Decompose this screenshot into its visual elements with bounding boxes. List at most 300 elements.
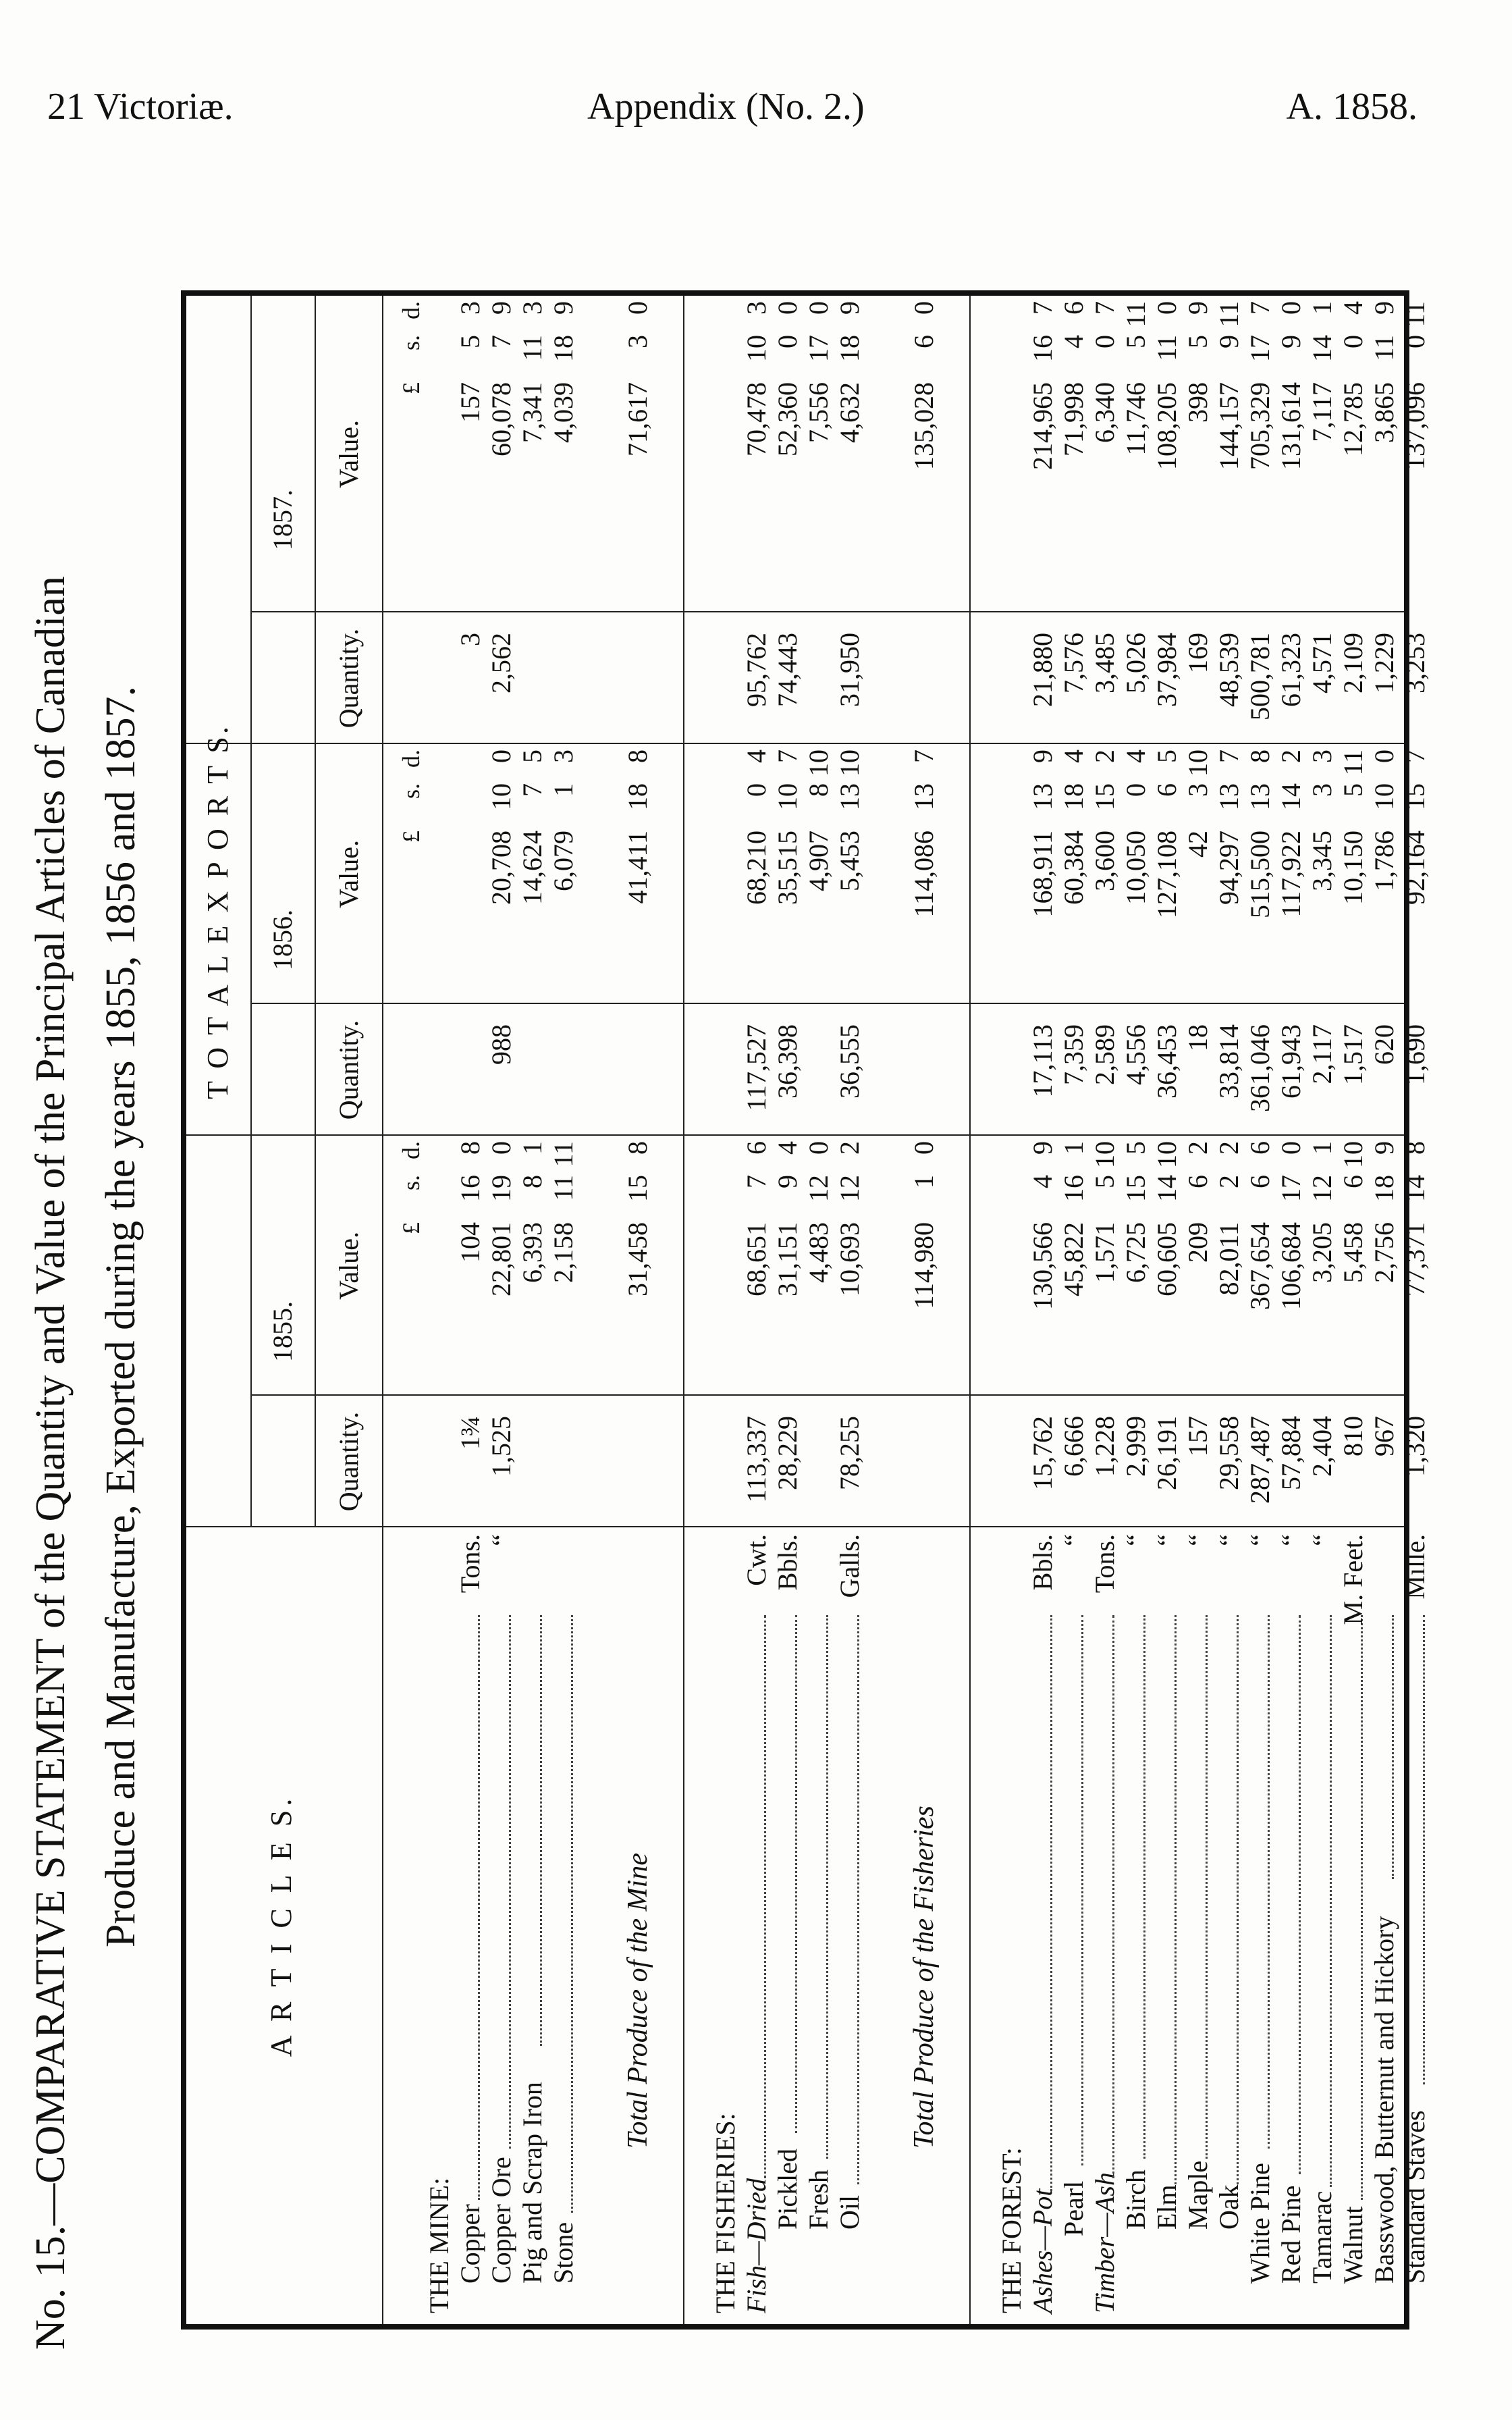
fisheries-value-pounds-1856: 4,907 bbox=[803, 831, 834, 891]
forest-quantity-1855: 57,884 bbox=[1276, 1416, 1306, 1490]
mine-value-pence-1857: 3 bbox=[455, 301, 485, 315]
mine-value-pounds-1857: 157 bbox=[455, 382, 485, 423]
forest-quantity-1855: 2,999 bbox=[1120, 1416, 1151, 1477]
fisheries-value-pence-1855: 6 bbox=[741, 1141, 772, 1155]
forest-row-label: Elm bbox=[1152, 2184, 1182, 2230]
fisheries-value-shillings-1856: 13 bbox=[834, 783, 865, 810]
fisheries-section-rule bbox=[969, 296, 971, 2324]
mine-total-pence-1857: 0 bbox=[622, 301, 653, 315]
forest-quantity-1855: 810 bbox=[1338, 1416, 1368, 1456]
forest-value-pounds-1857: 131,614 bbox=[1276, 382, 1306, 470]
fisheries-row-unit: Bbls. bbox=[772, 1534, 803, 1591]
mine-value-pounds-1857: 4,039 bbox=[548, 382, 578, 443]
forest-quantity-1856: 361,046 bbox=[1245, 1024, 1275, 1112]
fisheries-value-shillings-1857: 17 bbox=[803, 335, 834, 362]
mine-row-leader bbox=[571, 1615, 573, 2213]
fisheries-value-pounds-1857: 52,360 bbox=[772, 382, 803, 456]
forest-value-shillings-1857: 17 bbox=[1245, 335, 1275, 362]
mine-total-pounds-1856: 41,411 bbox=[622, 831, 653, 904]
lsd-shillings-1857: s. bbox=[398, 335, 425, 351]
forest-value-pence-1856: 2 bbox=[1276, 749, 1306, 763]
quantity-heading-1857: Quantity. bbox=[333, 628, 364, 729]
forest-row-unit: Tons. bbox=[1089, 1534, 1120, 1594]
fisheries-quantity-1857: 31,950 bbox=[834, 633, 865, 707]
mine-value-shillings-1856: 1 bbox=[548, 783, 578, 797]
fisheries-quantity-1856: 117,527 bbox=[741, 1024, 772, 1111]
fisheries-value-pounds-1857: 70,478 bbox=[741, 382, 772, 456]
forest-row-leader bbox=[1392, 1615, 1394, 1879]
forest-value-shillings-1857: 11 bbox=[1152, 335, 1182, 361]
forest-value-shillings-1857: 5 bbox=[1120, 335, 1151, 348]
fisheries-value-pence-1857: 9 bbox=[834, 301, 865, 315]
forest-row-label: Basswood, Butternut and Hickory bbox=[1369, 1916, 1399, 2284]
fisheries-total-pounds-1857: 135,028 bbox=[909, 382, 939, 470]
forest-value-shillings-1855: 14 bbox=[1152, 1175, 1182, 1202]
fisheries-value-pence-1855: 2 bbox=[834, 1141, 865, 1155]
mine-value-pounds-1855: 22,801 bbox=[486, 1222, 516, 1296]
mine-total-shillings-1855: 15 bbox=[622, 1175, 653, 1202]
forest-value-shillings-1857: 0 bbox=[1338, 335, 1368, 348]
value-heading-1855: Value. bbox=[333, 1231, 364, 1300]
mine-value-shillings-1857: 7 bbox=[486, 335, 516, 348]
total-exports-rule bbox=[250, 296, 252, 1527]
forest-value-pounds-1857: 108,205 bbox=[1152, 382, 1182, 470]
forest-value-shillings-1856: 14 bbox=[1276, 783, 1306, 810]
forest-quantity-1857: 61,323 bbox=[1276, 633, 1306, 707]
forest-value-pounds-1856: 10,150 bbox=[1338, 831, 1368, 905]
forest-quantity-1856: 4,556 bbox=[1120, 1024, 1151, 1085]
fisheries-quantity-1857: 95,762 bbox=[741, 633, 772, 707]
fisheries-quantity-1855: 28,229 bbox=[772, 1416, 803, 1490]
forest-value-pounds-1855: 106,684 bbox=[1276, 1222, 1306, 1310]
forest-quantity-1855: 287,487 bbox=[1245, 1416, 1275, 1504]
fisheries-value-pounds-1856: 5,453 bbox=[834, 831, 865, 891]
statement-title-line-1: No. 15.—COMPARATIVE STATEMENT of the Quantity and Value of the Principal Articles of Canadian bbox=[28, 576, 74, 2350]
forest-value-shillings-1857: 9 bbox=[1214, 335, 1244, 348]
forest-value-shillings-1857: 14 bbox=[1307, 335, 1337, 362]
mine-total-pounds-1857: 71,617 bbox=[622, 382, 653, 456]
forest-value-shillings-1855: 2 bbox=[1214, 1175, 1244, 1188]
mine-value-shillings-1857: 18 bbox=[548, 335, 578, 362]
fisheries-quantity-1856: 36,555 bbox=[834, 1024, 865, 1099]
forest-value-pounds-1856: 3,600 bbox=[1089, 831, 1120, 891]
forest-value-pounds-1857: 11,746 bbox=[1120, 382, 1151, 456]
forest-value-pounds-1856: 3,345 bbox=[1307, 831, 1337, 891]
year-heading-1857: 1857. bbox=[267, 490, 298, 550]
forest-row-unit: “ bbox=[1152, 1534, 1182, 1546]
fisheries-value-shillings-1855: 7 bbox=[741, 1175, 772, 1188]
forest-value-pence-1855: 1 bbox=[1058, 1141, 1089, 1155]
forest-value-pounds-1855: 6,725 bbox=[1120, 1222, 1151, 1283]
forest-value-pounds-1856: 1,786 bbox=[1369, 831, 1399, 891]
forest-value-pounds-1856: 127,108 bbox=[1152, 831, 1182, 918]
fisheries-total-pounds-1855: 114,980 bbox=[909, 1222, 939, 1309]
forest-value-pounds-1855: 3,205 bbox=[1307, 1222, 1337, 1283]
articles-heading: A R T I C L E S. bbox=[265, 1794, 298, 2057]
forest-value-pence-1856: 10 bbox=[1183, 749, 1213, 777]
mine-section-rule bbox=[683, 296, 684, 2324]
forest-value-pounds-1855: 1,571 bbox=[1089, 1222, 1120, 1283]
fisheries-value-shillings-1855: 9 bbox=[772, 1175, 803, 1188]
mine-value-pence-1856: 5 bbox=[517, 749, 547, 763]
forest-value-pence-1856: 7 bbox=[1400, 749, 1430, 763]
year-heading-1856: 1856. bbox=[267, 910, 298, 970]
forest-row-unit: “ bbox=[1120, 1534, 1151, 1546]
forest-row-label: Oak bbox=[1214, 2184, 1244, 2230]
forest-row-unit: “ bbox=[1183, 1534, 1213, 1546]
mine-value-pence-1856: 0 bbox=[486, 749, 516, 763]
forest-value-shillings-1855: 6 bbox=[1183, 1175, 1213, 1188]
fisheries-row-label: Fish—Dried bbox=[741, 2178, 772, 2313]
fisheries-value-shillings-1856: 8 bbox=[803, 783, 834, 797]
mine-value-pence-1856: 3 bbox=[548, 749, 578, 763]
forest-value-pounds-1855: 45,822 bbox=[1058, 1222, 1089, 1296]
mine-value-shillings-1856: 10 bbox=[486, 783, 516, 810]
fisheries-value-shillings-1856: 0 bbox=[741, 783, 772, 797]
fisheries-total-shillings-1857: 6 bbox=[909, 335, 939, 348]
fisheries-value-shillings-1856: 10 bbox=[772, 783, 803, 810]
forest-value-pence-1855: 1 bbox=[1307, 1141, 1337, 1155]
column-heading-rule bbox=[382, 296, 383, 2324]
running-header-right: A. 1858. bbox=[1286, 86, 1418, 128]
forest-value-pence-1856: 0 bbox=[1369, 749, 1399, 763]
forest-value-pounds-1855: 130,566 bbox=[1027, 1222, 1058, 1310]
forest-quantity-1856: 36,453 bbox=[1152, 1024, 1182, 1099]
forest-value-pounds-1856: 168,911 bbox=[1027, 831, 1058, 918]
forest-row-label: Maple bbox=[1183, 2160, 1213, 2230]
forest-value-pounds-1855: 367,654 bbox=[1245, 1222, 1275, 1310]
forest-value-shillings-1856: 5 bbox=[1338, 783, 1368, 797]
forest-value-pounds-1855: 209 bbox=[1183, 1222, 1213, 1263]
forest-value-pence-1856: 2 bbox=[1089, 749, 1120, 763]
forest-row-label: Ashes—Pot bbox=[1027, 2188, 1058, 2313]
forest-section-heading: THE FOREST: bbox=[996, 2147, 1027, 2313]
fisheries-total-pounds-1856: 114,086 bbox=[909, 831, 939, 918]
fisheries-value-pence-1857: 3 bbox=[741, 301, 772, 315]
forest-value-pence-1855: 9 bbox=[1027, 1141, 1058, 1155]
forest-row-unit: “ bbox=[1276, 1534, 1306, 1546]
forest-value-shillings-1856: 15 bbox=[1089, 783, 1120, 810]
fisheries-quantity-1855: 113,337 bbox=[741, 1416, 772, 1503]
forest-value-pounds-1857: 3,865 bbox=[1369, 382, 1399, 443]
forest-value-pounds-1857: 214,965 bbox=[1027, 382, 1058, 470]
fisheries-value-shillings-1857: 18 bbox=[834, 335, 865, 362]
forest-value-shillings-1857: 5 bbox=[1183, 335, 1213, 348]
mine-total-pounds-1855: 31,458 bbox=[622, 1222, 653, 1296]
forest-value-shillings-1857: 0 bbox=[1400, 335, 1430, 348]
forest-value-shillings-1855: 4 bbox=[1027, 1175, 1058, 1188]
lsd-pounds-1857: £ bbox=[398, 382, 425, 394]
forest-quantity-1857: 7,576 bbox=[1058, 633, 1089, 693]
quantity-heading-1856: Quantity. bbox=[333, 1020, 364, 1120]
forest-value-shillings-1857: 4 bbox=[1058, 335, 1089, 348]
forest-quantity-1856: 2,589 bbox=[1089, 1024, 1120, 1085]
forest-quantity-1855: 2,404 bbox=[1307, 1416, 1337, 1477]
mine-row-label: Stone bbox=[548, 2221, 578, 2284]
forest-value-pounds-1856: 117,922 bbox=[1276, 831, 1306, 918]
mine-value-pence-1855: 8 bbox=[455, 1141, 485, 1155]
forest-quantity-1857: 169 bbox=[1183, 633, 1213, 673]
forest-row-unit: Bbls. bbox=[1027, 1534, 1058, 1591]
forest-value-shillings-1856: 10 bbox=[1369, 783, 1399, 810]
forest-value-pounds-1857: 705,329 bbox=[1245, 382, 1275, 470]
forest-quantity-1856: 33,814 bbox=[1214, 1024, 1244, 1099]
mine-value-pounds-1856: 14,624 bbox=[517, 831, 547, 905]
forest-value-shillings-1857: 0 bbox=[1089, 335, 1120, 348]
year-heading-rule bbox=[315, 296, 316, 1527]
forest-quantity-1856: 620 bbox=[1369, 1024, 1399, 1065]
forest-quantity-1856: 17,113 bbox=[1027, 1024, 1058, 1098]
lsd-shillings-1856: s. bbox=[398, 783, 425, 799]
lsd-pounds-1856: £ bbox=[398, 831, 425, 843]
forest-value-pence-1855: 2 bbox=[1183, 1141, 1213, 1155]
forest-row-unit: “ bbox=[1245, 1534, 1275, 1546]
forest-value-pence-1856: 7 bbox=[1214, 749, 1244, 763]
mine-total-shillings-1857: 3 bbox=[622, 335, 653, 348]
forest-quantity-1857: 500,781 bbox=[1245, 633, 1275, 720]
forest-value-shillings-1855: 17 bbox=[1276, 1175, 1306, 1202]
fisheries-value-pounds-1856: 35,515 bbox=[772, 831, 803, 905]
fisheries-row-unit: Galls. bbox=[834, 1534, 865, 1598]
forest-quantity-1857: 3,485 bbox=[1089, 633, 1120, 693]
mine-value-pence-1857: 9 bbox=[486, 301, 516, 315]
fisheries-value-pounds-1855: 10,693 bbox=[834, 1222, 865, 1296]
mine-quantity-1857: 2,562 bbox=[486, 633, 516, 693]
forest-value-pence-1855: 2 bbox=[1214, 1141, 1244, 1155]
forest-value-pounds-1857: 71,998 bbox=[1058, 382, 1089, 456]
fisheries-row-label: Oil bbox=[834, 2194, 865, 2230]
fisheries-value-pence-1856: 10 bbox=[803, 749, 834, 777]
value-heading-1856: Value. bbox=[333, 839, 364, 909]
forest-value-shillings-1855: 18 bbox=[1369, 1175, 1399, 1202]
forest-value-pence-1855: 8 bbox=[1400, 1141, 1430, 1155]
mine-value-pounds-1857: 60,078 bbox=[486, 382, 516, 456]
statement-title-line-2: Produce and Manufacture, Exported during the years 1855, 1856 and 1857. bbox=[98, 685, 144, 1948]
forest-row-label: Walnut bbox=[1338, 2206, 1368, 2284]
forest-value-pounds-1857: 6,340 bbox=[1089, 382, 1120, 443]
forest-quantity-1857: 48,539 bbox=[1214, 633, 1244, 707]
fisheries-value-pounds-1855: 4,483 bbox=[803, 1222, 834, 1283]
fisheries-total-label: Total Produce of the Fisheries bbox=[909, 1806, 940, 2149]
exports-table bbox=[181, 290, 1430, 2330]
forest-value-pence-1856: 9 bbox=[1027, 749, 1058, 763]
fisheries-row-label: Fresh bbox=[803, 2169, 834, 2230]
fisheries-value-pence-1855: 0 bbox=[803, 1141, 834, 1155]
forest-value-pence-1857: 0 bbox=[1276, 301, 1306, 315]
forest-value-shillings-1855: 6 bbox=[1245, 1175, 1275, 1188]
mine-value-pounds-1856: 20,708 bbox=[486, 831, 516, 905]
mine-row-leader bbox=[540, 1615, 542, 2046]
forest-row-label: Tamarac bbox=[1307, 2190, 1337, 2284]
fisheries-value-pence-1856: 10 bbox=[834, 749, 865, 777]
forest-value-pence-1857: 11 bbox=[1120, 301, 1151, 327]
fisheries-row-label: Pickled bbox=[772, 2149, 803, 2230]
forest-quantity-1856: 2,117 bbox=[1307, 1024, 1337, 1084]
rotated-statement bbox=[27, 284, 1430, 2350]
forest-value-shillings-1855: 16 bbox=[1058, 1175, 1089, 1202]
forest-row-unit: “ bbox=[1307, 1534, 1337, 1546]
mine-value-shillings-1855: 16 bbox=[455, 1175, 485, 1202]
forest-value-pence-1855: 10 bbox=[1089, 1141, 1120, 1168]
fisheries-total-shillings-1856: 13 bbox=[909, 783, 939, 810]
forest-value-pence-1857: 7 bbox=[1245, 301, 1275, 315]
fisheries-quantity-1856: 36,398 bbox=[772, 1024, 803, 1099]
mine-value-pounds-1855: 6,393 bbox=[517, 1222, 547, 1283]
mine-value-shillings-1855: 11 bbox=[548, 1175, 578, 1201]
forest-quantity-1857: 2,109 bbox=[1338, 633, 1368, 693]
fisheries-value-pence-1857: 0 bbox=[772, 301, 803, 315]
mine-row-unit: Tons. bbox=[455, 1534, 485, 1594]
fisheries-quantity-1855: 78,255 bbox=[834, 1416, 865, 1490]
forest-row-label: Birch bbox=[1120, 2169, 1151, 2230]
fisheries-value-pounds-1857: 4,632 bbox=[834, 382, 865, 443]
forest-value-shillings-1856: 18 bbox=[1058, 783, 1089, 810]
mine-value-pence-1855: 0 bbox=[486, 1141, 516, 1155]
quantity-heading-1855: Quantity. bbox=[333, 1411, 364, 1512]
forest-value-shillings-1855: 12 bbox=[1307, 1175, 1337, 1202]
forest-value-pounds-1856: 60,384 bbox=[1058, 831, 1089, 905]
running-header-left: 21 Victoriæ. bbox=[47, 86, 234, 128]
forest-value-pence-1857: 4 bbox=[1338, 301, 1368, 315]
mine-row-label: Pig and Scrap Iron bbox=[517, 2082, 547, 2284]
forest-quantity-1856: 1,690 bbox=[1400, 1024, 1430, 1085]
mine-value-pounds-1855: 104 bbox=[455, 1222, 485, 1263]
forest-value-pounds-1855: 60,605 bbox=[1152, 1222, 1182, 1296]
forest-row-unit: M. Feet. bbox=[1338, 1534, 1368, 1625]
fisheries-value-shillings-1855: 12 bbox=[803, 1175, 834, 1202]
forest-quantity-1855: 1,320 bbox=[1400, 1416, 1430, 1477]
forest-value-shillings-1855: 6 bbox=[1338, 1175, 1368, 1188]
fisheries-value-shillings-1857: 0 bbox=[772, 335, 803, 348]
lsd-pence-1856: d. bbox=[398, 749, 425, 768]
mine-total-pence-1855: 8 bbox=[622, 1141, 653, 1155]
fisheries-value-pence-1857: 0 bbox=[803, 301, 834, 315]
forest-value-pounds-1857: 144,157 bbox=[1214, 382, 1244, 470]
value-heading-1857: Value. bbox=[333, 419, 364, 489]
forest-quantity-1857: 4,571 bbox=[1307, 633, 1337, 693]
forest-quantity-1855: 967 bbox=[1369, 1416, 1399, 1456]
forest-value-shillings-1856: 3 bbox=[1183, 783, 1213, 797]
year-heading-1855: 1855. bbox=[267, 1301, 298, 1362]
forest-quantity-1855: 15,762 bbox=[1027, 1416, 1058, 1490]
mine-section-heading: THE MINE: bbox=[424, 2177, 454, 2313]
running-header-center: Appendix (No. 2.) bbox=[587, 86, 865, 128]
forest-row-label: White Pine bbox=[1245, 2163, 1275, 2284]
forest-quantity-1857: 1,229 bbox=[1369, 633, 1399, 693]
fisheries-value-shillings-1857: 10 bbox=[741, 335, 772, 362]
forest-value-pence-1857: 1 bbox=[1307, 301, 1337, 315]
forest-value-shillings-1855: 15 bbox=[1120, 1175, 1151, 1202]
mine-value-pounds-1856: 6,079 bbox=[548, 831, 578, 891]
forest-quantity-1856: 1,517 bbox=[1338, 1024, 1368, 1085]
forest-value-shillings-1856: 3 bbox=[1307, 783, 1337, 797]
forest-value-pence-1857: 11 bbox=[1214, 301, 1244, 327]
forest-value-shillings-1856: 13 bbox=[1214, 783, 1244, 810]
forest-quantity-1855: 26,191 bbox=[1152, 1416, 1182, 1490]
forest-value-shillings-1855: 14 bbox=[1400, 1175, 1430, 1202]
forest-quantity-1857: 3,253 bbox=[1400, 633, 1430, 693]
forest-row-unit: “ bbox=[1214, 1534, 1244, 1546]
lsd-pence-1855: d. bbox=[398, 1141, 425, 1159]
fisheries-value-pounds-1855: 68,651 bbox=[741, 1222, 772, 1296]
forest-value-pence-1855: 6 bbox=[1245, 1141, 1275, 1155]
forest-quantity-1857: 5,026 bbox=[1120, 633, 1151, 693]
forest-row-label: Timber—Ash bbox=[1089, 2172, 1120, 2313]
forest-value-pounds-1856: 94,297 bbox=[1214, 831, 1244, 905]
fisheries-value-pence-1855: 4 bbox=[772, 1141, 803, 1155]
mine-quantity-1857: 3 bbox=[455, 633, 485, 646]
forest-value-pence-1857: 11 bbox=[1400, 301, 1430, 327]
fisheries-value-pence-1856: 7 bbox=[772, 749, 803, 763]
mine-quantity-1856: 988 bbox=[486, 1024, 516, 1065]
forest-value-shillings-1856: 15 bbox=[1400, 783, 1430, 810]
forest-value-pounds-1855: 5,458 bbox=[1338, 1222, 1368, 1283]
mine-row-unit: “ bbox=[486, 1534, 516, 1546]
mine-value-pounds-1855: 2,158 bbox=[548, 1222, 578, 1283]
forest-value-pounds-1855: 82,011 bbox=[1214, 1222, 1244, 1296]
fisheries-row-leader bbox=[826, 1615, 828, 2159]
total-exports-heading: T O T A L E X P O R T S. bbox=[201, 724, 234, 1099]
forest-value-pounds-1856: 42 bbox=[1183, 831, 1213, 858]
forest-row-unit: “ bbox=[1058, 1534, 1089, 1546]
forest-quantity-1855: 29,558 bbox=[1214, 1416, 1244, 1490]
forest-value-pence-1855: 9 bbox=[1369, 1141, 1399, 1155]
mine-row-label: Copper Ore bbox=[486, 2157, 516, 2284]
fisheries-total-pence-1855: 0 bbox=[909, 1141, 939, 1155]
forest-value-pence-1856: 8 bbox=[1245, 749, 1275, 763]
mine-value-shillings-1855: 8 bbox=[517, 1175, 547, 1188]
forest-value-pence-1856: 3 bbox=[1307, 749, 1337, 763]
mine-value-shillings-1855: 19 bbox=[486, 1175, 516, 1202]
forest-value-pounds-1857: 7,117 bbox=[1307, 382, 1337, 442]
forest-value-pounds-1857: 137,096 bbox=[1400, 382, 1430, 470]
forest-value-pence-1856: 4 bbox=[1058, 749, 1089, 763]
forest-row-label: Standard Staves bbox=[1400, 2110, 1430, 2284]
fisheries-value-pounds-1855: 31,151 bbox=[772, 1222, 803, 1296]
forest-value-pence-1855: 10 bbox=[1152, 1141, 1182, 1168]
forest-value-pence-1856: 4 bbox=[1120, 749, 1151, 763]
fisheries-value-pounds-1856: 68,210 bbox=[741, 831, 772, 905]
forest-value-shillings-1857: 11 bbox=[1369, 335, 1399, 361]
fisheries-total-pence-1857: 0 bbox=[909, 301, 939, 315]
forest-value-pence-1857: 9 bbox=[1183, 301, 1213, 315]
mine-value-pounds-1857: 7,341 bbox=[517, 382, 547, 443]
forest-value-pounds-1855: 77,371 bbox=[1400, 1222, 1430, 1296]
fisheries-quantity-1857: 74,443 bbox=[772, 633, 803, 707]
lsd-shillings-1855: s. bbox=[398, 1175, 425, 1191]
forest-value-pence-1855: 10 bbox=[1338, 1141, 1368, 1168]
mine-total-label: Total Produce of the Mine bbox=[622, 1853, 653, 2149]
forest-quantity-1856: 18 bbox=[1183, 1024, 1213, 1051]
forest-value-pence-1855: 5 bbox=[1120, 1141, 1151, 1155]
mine-quantity-1855: 1¾ bbox=[455, 1416, 485, 1450]
forest-value-pence-1855: 0 bbox=[1276, 1141, 1306, 1155]
fisheries-total-pence-1856: 7 bbox=[909, 749, 939, 763]
forest-value-pounds-1856: 10,050 bbox=[1120, 831, 1151, 905]
forest-value-shillings-1857: 9 bbox=[1276, 335, 1306, 348]
mine-value-shillings-1857: 11 bbox=[517, 335, 547, 361]
forest-value-pounds-1857: 12,785 bbox=[1338, 382, 1368, 456]
forest-value-pence-1857: 6 bbox=[1058, 301, 1089, 315]
lsd-pence-1857: d. bbox=[398, 301, 425, 319]
forest-value-shillings-1856: 0 bbox=[1120, 783, 1151, 797]
fisheries-value-shillings-1855: 12 bbox=[834, 1175, 865, 1202]
forest-value-pence-1857: 0 bbox=[1152, 301, 1182, 315]
forest-quantity-1856: 61,943 bbox=[1276, 1024, 1306, 1099]
forest-value-pence-1857: 9 bbox=[1369, 301, 1399, 315]
forest-value-shillings-1856: 6 bbox=[1152, 783, 1182, 797]
forest-value-pence-1856: 11 bbox=[1338, 749, 1368, 776]
